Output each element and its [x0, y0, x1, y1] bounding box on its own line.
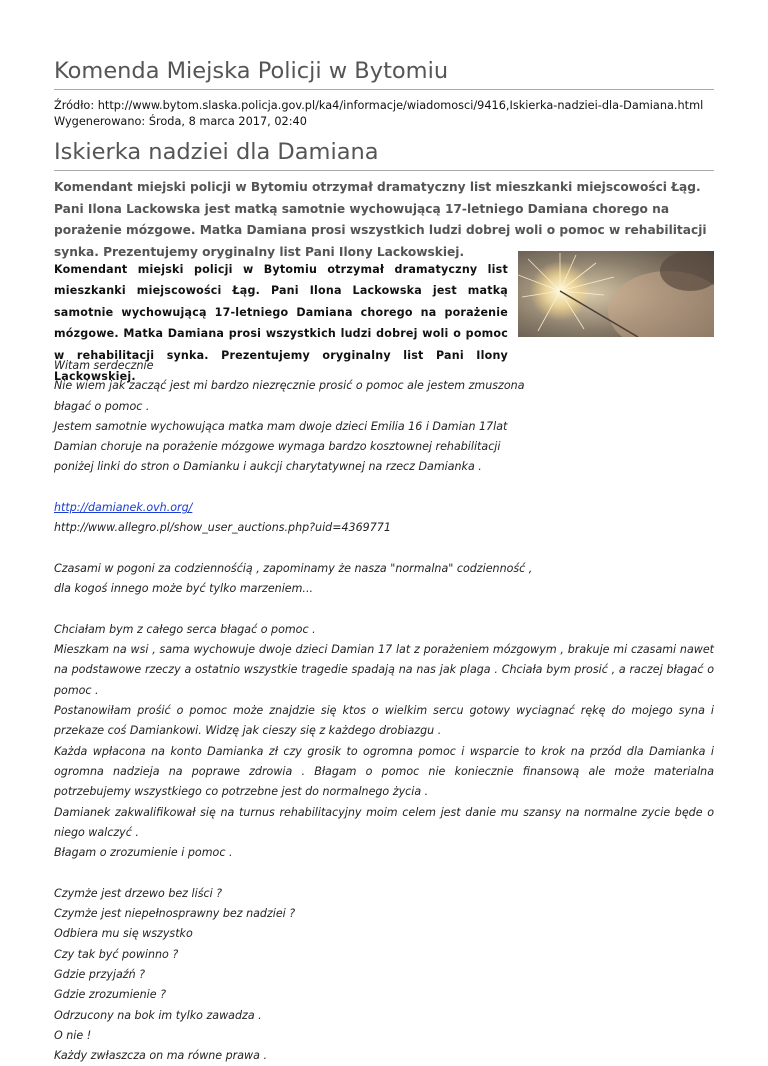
allegro-url: http://www.allegro.pl/show_user_auctions.php?uid=4369771 — [54, 521, 391, 535]
poem-line: Czy tak być powinno ? — [54, 947, 179, 961]
letter-paragraph: Mieszkam na wsi , sama wychowuje dwoje dzieci Damian 17 lat z porażeniem mózgowym , brakuje mi czasami nawet na podstawowe rzeczy a ostatnio wszystkie tragedie spadają na nas jak plaga . Chciała bym prosić , a raczej błagać o pomoc . — [54, 643, 714, 697]
generated-date: Wygenerowano: Środa, 8 marca 2017, 02:40 — [54, 114, 307, 128]
damianek-link[interactable]: http://damianek.ovh.org/ — [54, 501, 193, 515]
letter-paragraph: Każda wpłacona na konto Damianka zł czy grosik to ogromna pomoc i wsparcie to krok na przód dla Damianka i ogromna nadzieja na poprawe zdrowia . Błagam o pomoc nie koniecznie finansową ale może materialna potrzebujemy wszystkiego co potrzebne jest do normalnego życia . — [54, 744, 714, 799]
letter-line: Czasami w pogoni za codziennośćią , zapominamy że nasza "normalna" codzienność , — [54, 561, 533, 575]
poem-line: Czymże jest niepełnosprawny bez nadziei ? — [54, 907, 296, 921]
article-title: Iskierka nadziei dla Damiana — [54, 137, 714, 171]
source-url: Źródło: http://www.bytom.slaska.policja.gov.pl/ka4/informacje/wiadomosci/9416,Iskierka-nadziei-dla-Damiana.html — [54, 99, 704, 112]
letter-line: poniżej linki do stron o Damianku i aukcji charytatywnej na rzecz Damianka . — [54, 460, 482, 474]
poem-line: Każdy zwłaszcza on ma równe prawa . — [54, 1049, 267, 1063]
poem-line: Gdzie zrozumienie ? — [54, 988, 166, 1002]
letter-body — [54, 356, 714, 1066]
letter-line: Nie wiem jak zacząć jest mi bardzo niezręcznie prosić o pomoc ale jestem zmuszona — [54, 379, 525, 393]
letter-line: Chciałam bym z całego serca błagać o pomoc . — [54, 622, 316, 636]
letter-line: Witam serdecznie — [54, 359, 154, 372]
letter-line: dla kogoś innego może być tylko marzeniem... — [54, 582, 313, 596]
poem-line: Odrzucony na bok im tylko zawadza . — [54, 1008, 262, 1022]
article-lead: Komendant miejski policji w Bytomiu otrzymał dramatyczny list mieszkanki miejscowości Łąg. Pani Ilona Lackowska jest matką samotnie wychowującą 17-letniego Damiana chorego na porażenie mózgowe. Matka Damiana prosi wszystkich ludzi dobrej woli o pomoc w rehabilitacji synka. Prezentujemy oryginalny list Pani Ilony Lackowskiej. — [54, 180, 707, 259]
article-intro: Komendant miejski policji w Bytomiu otrzymał dramatyczny list mieszkanki miejscowości Łąg. Pani Ilona Lackowska jest matką samotnie wychowującą 17-letniego Damiana chorego na porażenie mózgowe. Matka Damiana prosi wszystkich ludzi dobrej woli o pomoc w rehabilitacji synka. Prezentujemy oryginalny list Pani Ilony Lackowskiej. — [54, 263, 508, 384]
sparkler-image — [518, 251, 714, 337]
poem-line: Czymże jest drzewo bez liści ? — [54, 886, 223, 900]
sparkler-photo — [518, 251, 714, 337]
letter-paragraph: Damianek zakwalifikował się na turnus rehabilitacyjny moim celem jest danie mu szansy na normalne zycie będe o niego walczyć . — [54, 805, 714, 839]
poem-line: Odbiera mu się wszystko — [54, 927, 193, 941]
letter-line: Jestem samotnie wychowująca matka mam dwoje dzieci Emilia 16 i Damian 17lat — [54, 419, 508, 433]
site-title: Komenda Miejska Policji w Bytomiu — [54, 56, 714, 90]
letter-paragraph: Postanowiłam prośić o pomoc może znajdzie się ktos o wielkim sercu gotowy wyciagnać rękę do mojego syna i przekaze coś Damiankowi. Widzę jak cieszy się z każdego drobiazgu . — [54, 704, 714, 738]
letter-line: Damian choruje na porażenie mózgowe wymaga bardzo kosztownej rehabilitacji — [54, 440, 501, 454]
poem-line: Gdzie przyjaźń ? — [54, 967, 146, 981]
poem-line: O nie ! — [54, 1028, 92, 1042]
meta-block — [54, 98, 703, 129]
letter-line: Błagam o zrozumienie i pomoc . — [54, 846, 233, 860]
letter-line: błagać o pomoc . — [54, 399, 150, 413]
